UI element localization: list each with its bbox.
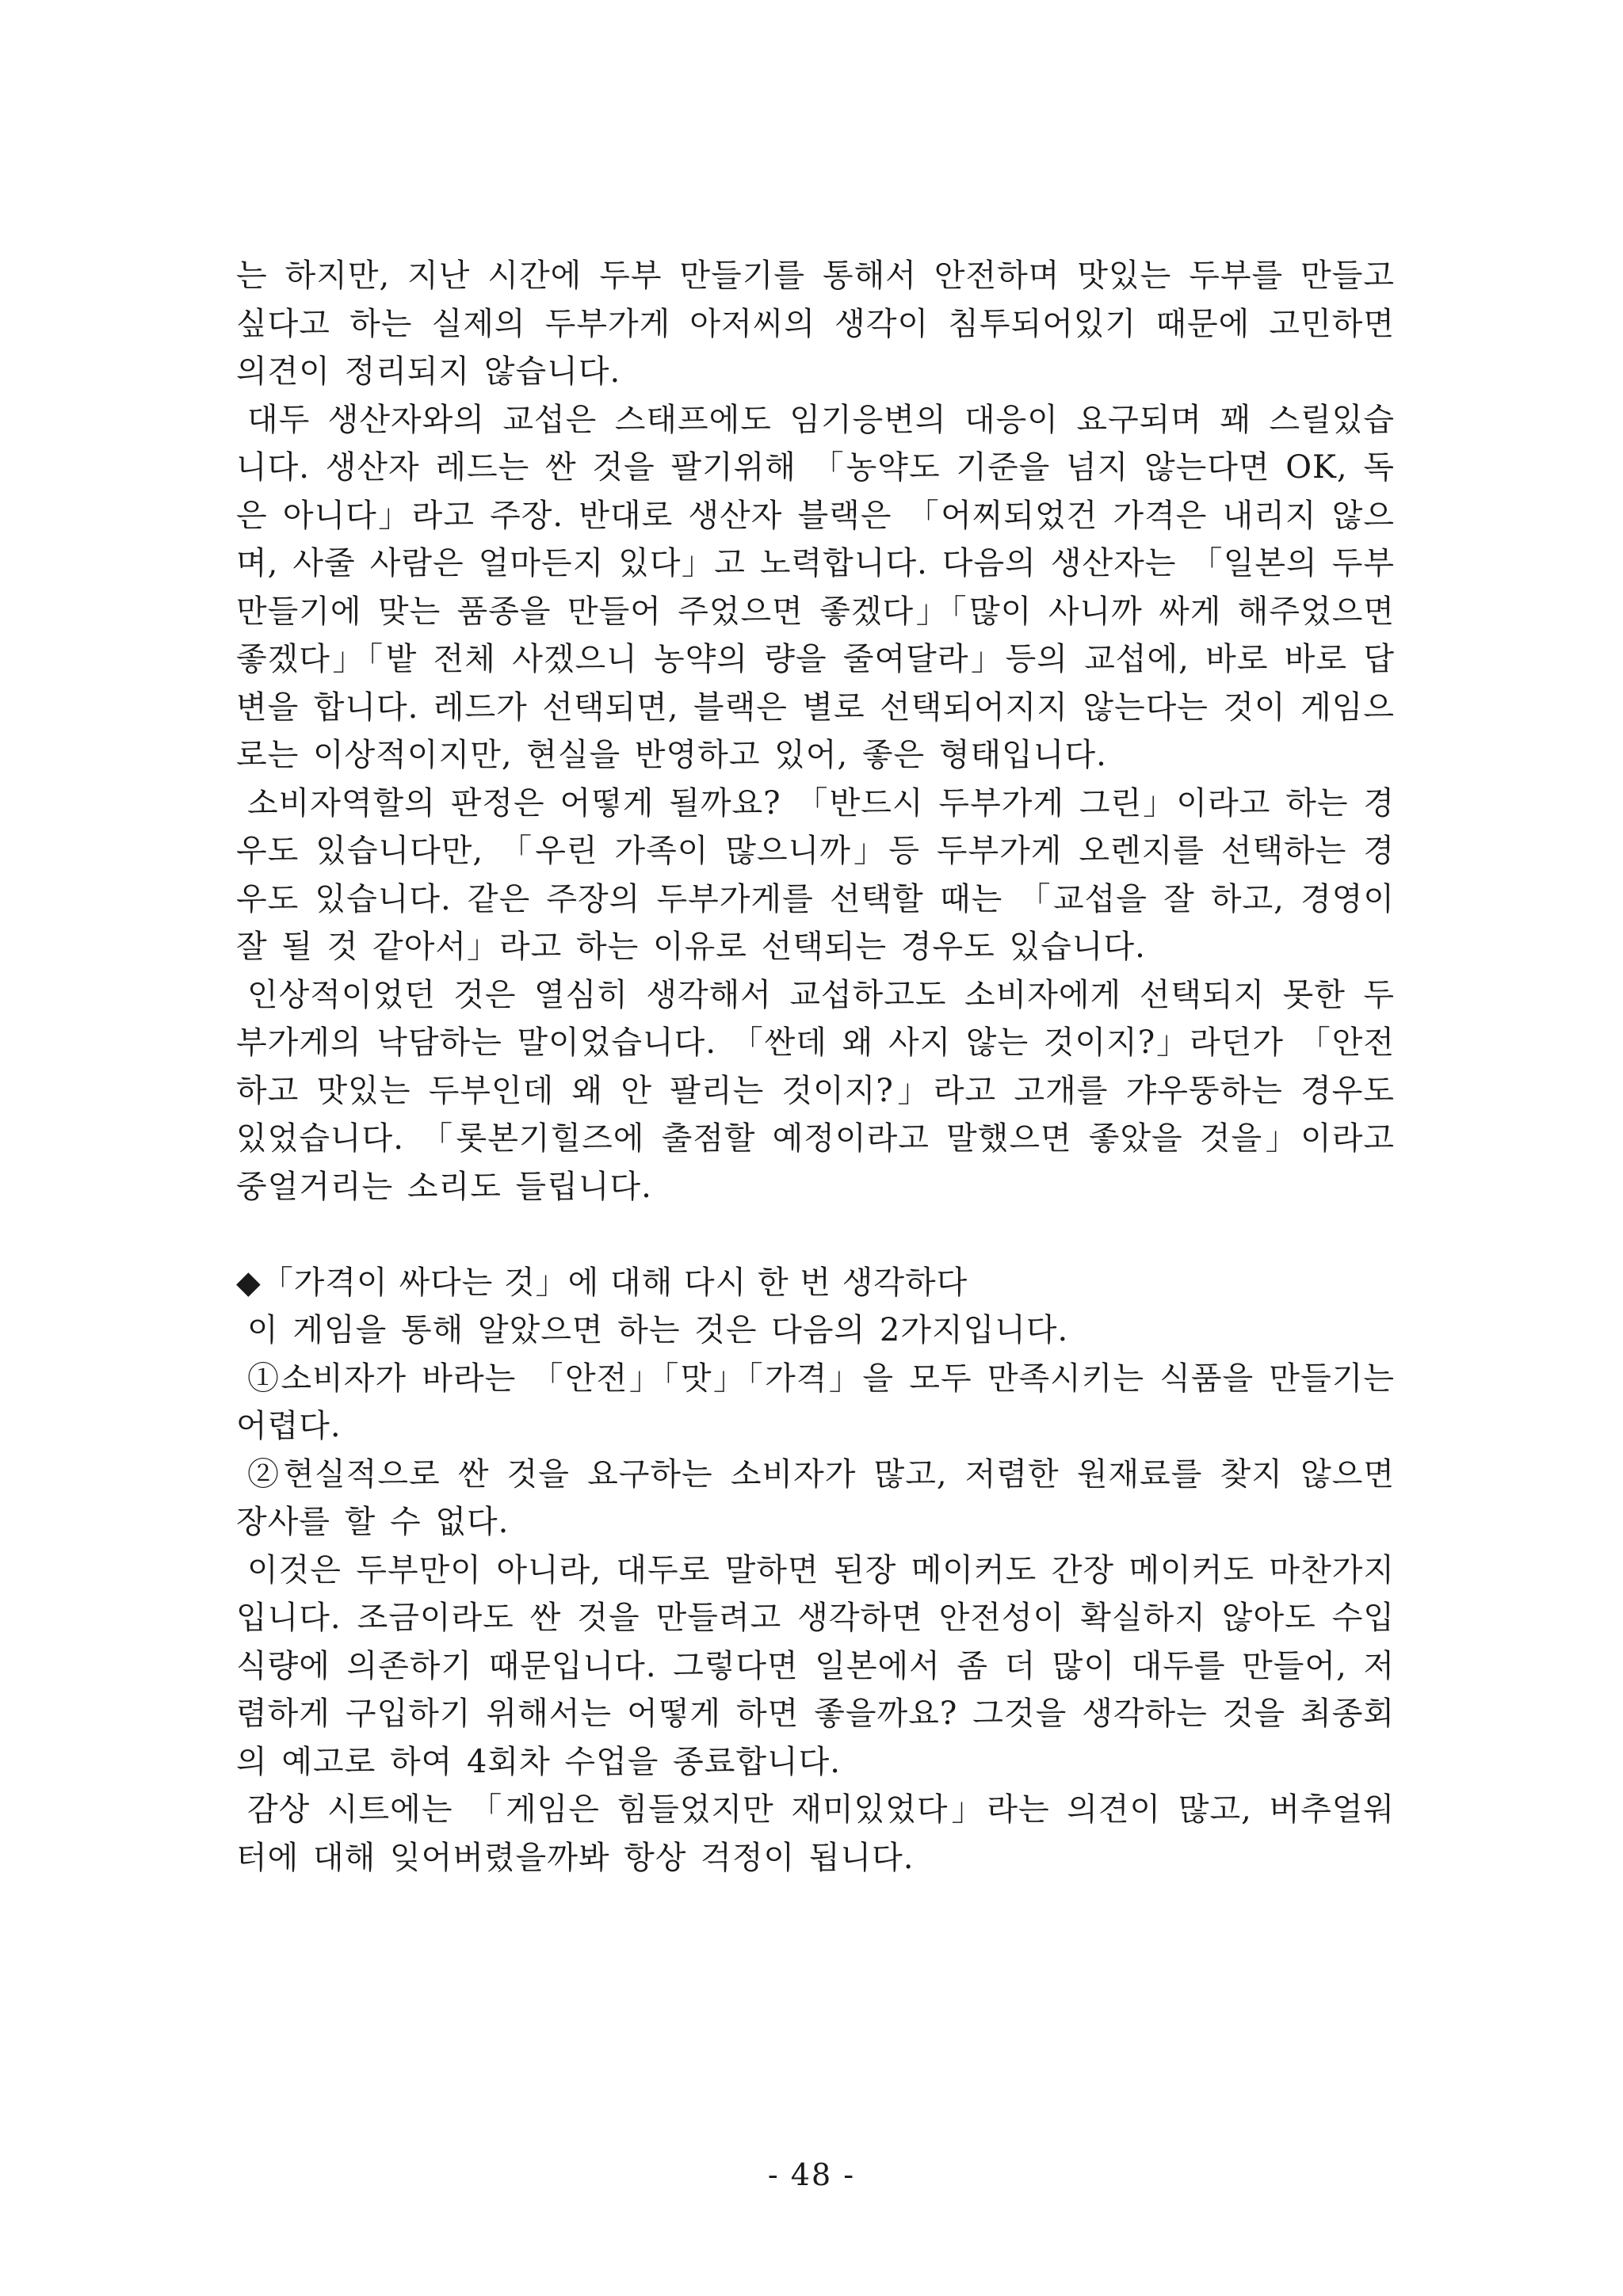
- paragraph-lesson-one: ①소비자가 바라는 「안전」「맛」「가격」을 모두 만족시키는 식품을 만들기는 어렵다.: [236, 1360, 1395, 1444]
- paragraph-soy-makers: 이것은 두부만이 아니라, 대두로 말하면 된장 메이커도 간장 메이커도 마찬가지입니다. 조금이라도 싼 것을 만들려고 생각하면 안전성이 확실하지 않아도 수입 식량에 의존하기 때문입니다. 그렇다면 일본에서 좀 더 많이 대두를 만들어, 저렴하게 구입하기 위해서는 어떻게 하면 좋을까요? 그것을 생각하는 것을 최종회의 예고로 하여 4회차 수업을 종료합니다.: [236, 1551, 1395, 1780]
- document-body: [236, 252, 1395, 1882]
- page-number: - 48 -: [767, 2157, 856, 2192]
- paragraph-lessons-intro: 이 게임을 통해 알았으면 하는 것은 다음의 2가지입니다.: [247, 1312, 1069, 1348]
- paragraph-continuation: 는 하지만, 지난 시간에 두부 만들기를 통해서 안전하며 맛있는 두부를 만들고 싶다고 하는 실제의 두부가게 아저씨의 생각이 침투되어있기 때문에 고민하면 의견이 정리되지 않습니다.: [236, 257, 1395, 390]
- paragraph-impressions: 인상적이었던 것은 열심히 생각해서 교섭하고도 소비자에게 선택되지 못한 두부가게의 낙담하는 말이었습니다. 「싼데 왜 사지 않는 것이지?」라던가 「안전하고 맛있는 두부인데 왜 안 팔리는 것이지?」라고 고개를 갸우뚱하는 경우도 있었습니다. 「롯본기힐즈에 출점할 예정이라고 말했으면 좋았을 것을」이라고 중얼거리는 소리도 들립니다.: [236, 976, 1395, 1205]
- paragraph-consumer-judgement: 소비자역할의 판정은 어떻게 될까요? 「반드시 두부가게 그린」이라고 하는 경우도 있습니다만, 「우린 가족이 많으니까」등 두부가게 오렌지를 선택하는 경우도 있습니다. 같은 주장의 두부가게를 선택할 때는 「교섭을 잘 하고, 경영이 잘 될 것 같아서」라고 하는 이유로 선택되는 경우도 있습니다.: [236, 784, 1395, 965]
- section-heading: ◆「가격이 싸다는 것」에 대해 다시 한 번 생각하다: [236, 1264, 968, 1301]
- section-gap: [236, 1211, 1395, 1259]
- paragraph-lesson-two: ②현실적으로 싼 것을 요구하는 소비자가 많고, 저렴한 원재료를 찾지 않으면 장사를 할 수 없다.: [236, 1455, 1395, 1540]
- paragraph-feedback-sheet: 감상 시트에는 「게임은 힘들었지만 재미있었다」라는 의견이 많고, 버추얼워터에 대해 잊어버렸을까봐 항상 걱정이 됩니다.: [236, 1791, 1395, 1876]
- paragraph-soybean-negotiation: 대두 생산자와의 교섭은 스태프에도 임기응변의 대응이 요구되며 꽤 스릴있습니다. 생산자 레드는 싼 것을 팔기위해 「농약도 기준을 넘지 않는다면 OK, 독은 아니다」라고 주장. 반대로 생산자 블랙은 「어찌되었건 가격은 내리지 않으며, 사줄 사람은 얼마든지 있다」고 노력합니다. 다음의 생산자는 「일본의 두부 만들기에 맞는 품종을 만들어 주었으면 좋겠다」「많이 사니까 싸게 해주었으면 좋겠다」「밭 전체 사겠으니 농약의 량을 줄여달라」등의 교섭에, 바로 바로 답변을 합니다. 레드가 선택되면, 블랙은 별로 선택되어지지 않는다는 것이 게임으로는 이상적이지만, 현실을 반영하고 있어, 좋은 형태입니다.: [236, 401, 1395, 773]
